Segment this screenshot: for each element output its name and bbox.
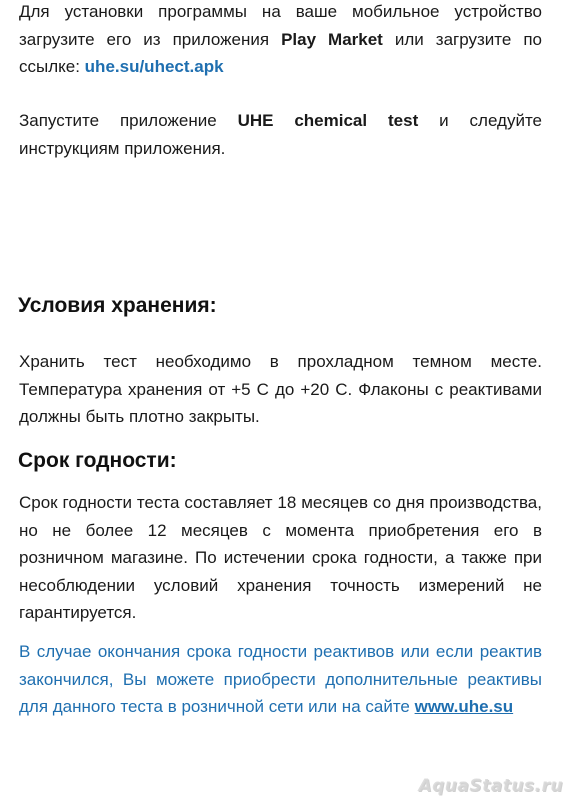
play-market-label: Play Market [281,29,383,49]
watermark-text: AquaStatus.ru [418,776,563,796]
storage-paragraph: Хранить тест необходимо в прохладном темном месте. Температура хранения от +5 С до +20 С. Флаконы с реактивами должны быть плотно закрыты. [19,352,542,426]
launch-text-2: и следуйте инструкциям приложения. [19,111,542,158]
launch-text-1: Запустите приложение [19,111,238,130]
purchase-text: В случае окончания срока годности реактивов или если реактив закончился, Вы можете приобрести дополнительные реактивы для данного теста в розничной сети или на сайте [19,642,542,716]
install-paragraph [19,0,542,81]
storage-heading: Условия хранения: [18,294,217,317]
launch-paragraph [19,107,542,162]
app-name-label: UHE chemical test [237,111,419,130]
purchase-paragraph [19,638,542,721]
shelf-life-paragraph: Срок годности теста составляет 18 месяцев со дня производства, но не более 12 месяцев с момента приобретения его в розничном магазине. По истечении срока годности, а также при несоблюдении условий хранения точность измерений не гарантируется. [19,493,542,622]
apk-link[interactable]: uhe.su/uhect.apk [84,57,224,76]
site-link[interactable]: www.uhe.su [414,697,514,716]
install-text-2: или загрузите по ссылке: [19,29,542,76]
shelf-life-heading: Срок годности: [18,449,177,472]
install-text-1: Для установки программы на ваше мобильное устройство загрузите его из приложения [19,2,542,49]
